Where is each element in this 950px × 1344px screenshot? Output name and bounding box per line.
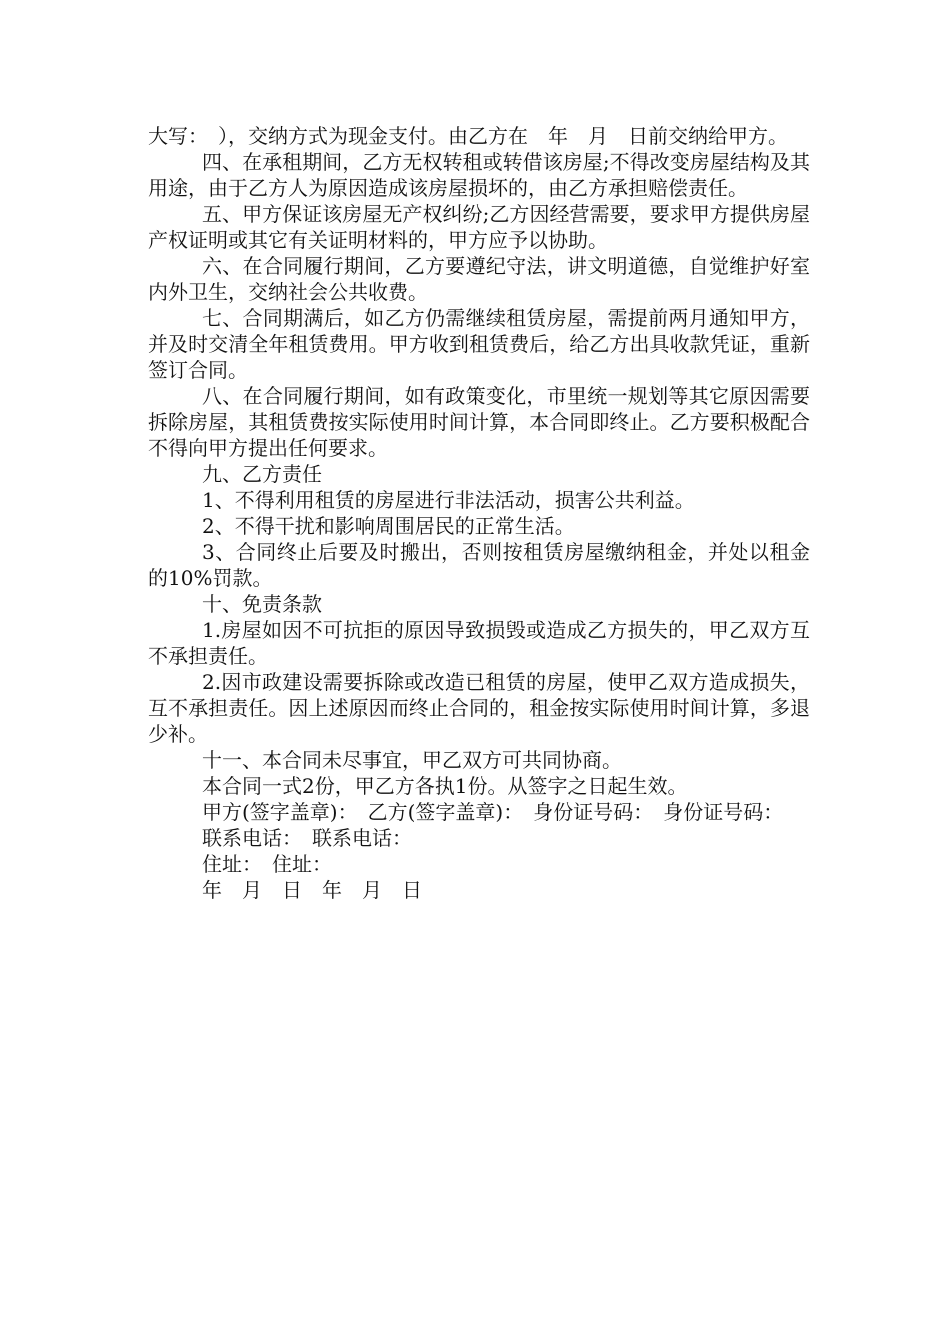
paragraph-clause-9-item-1: 1、不得利用租赁的房屋进行非法活动，损害公共利益。 [202, 488, 695, 512]
paragraph-clause-5: 五、甲方保证该房屋无产权纠纷;乙方因经营需要，要求甲方提供房屋产权证明或其它有关证明材料的，甲方应予以协助。 [148, 202, 810, 252]
paragraph-copies: 本合同一式2份，甲乙方各执1份。从签字之日起生效。 [202, 774, 688, 798]
date-line: 年 月 日 年 月 日 [202, 878, 422, 902]
contract-text-body [148, 123, 810, 903]
paragraph-clause-10-item-2: 2.因市政建设需要拆除或改造已租赁的房屋，使甲乙双方造成损失，互不承担责任。因上述原因而终止合同的，租金按实际使用时间计算，多退少补。 [148, 670, 810, 746]
signature-line: 甲方(签字盖章)： 乙方(签字盖章)： 身份证号码： 身份证号码： [202, 800, 784, 824]
phone-line: 联系电话： 联系电话： [202, 826, 412, 850]
paragraph-clause-6: 六、在合同履行期间，乙方要遵纪守法，讲文明道德，自觉维护好室内外卫生，交纳社会公共收费。 [148, 254, 810, 304]
address-line: 住址： 住址： [202, 852, 332, 876]
paragraph-clause-10-item-1: 1.房屋如因不可抗拒的原因导致损毁或造成乙方损失的，甲乙双方互不承担责任。 [148, 618, 810, 668]
paragraph-clause-9-item-2: 2、不得干扰和影响周围居民的正常生活。 [202, 514, 575, 538]
paragraph-clause-8: 八、在合同履行期间，如有政策变化，市里统一规划等其它原因需要拆除房屋，其租赁费按实际使用时间计算，本合同即终止。乙方要积极配合不得向甲方提出任何要求。 [148, 384, 810, 460]
paragraph-clause-7: 七、合同期满后，如乙方仍需继续租赁房屋，需提前两月通知甲方，并及时交清全年租赁费用。甲方收到租赁费后，给乙方出具收款凭证，重新签订合同。 [148, 306, 810, 382]
paragraph-payment-method: 大写： ），交纳方式为现金支付。由乙方在 年 月 日前交纳给甲方。 [148, 124, 788, 148]
heading-clause-10: 十、免责条款 [202, 592, 322, 616]
paragraph-clause-4: 四、在承租期间，乙方无权转租或转借该房屋;不得改变房屋结构及其用途，由于乙方人为原因造成该房屋损坏的，由乙方承担赔偿责任。 [148, 150, 810, 200]
paragraph-clause-11: 十一、本合同未尽事宜，甲乙双方可共同协商。 [202, 748, 622, 772]
paragraph-clause-9-item-3: 3、合同终止后要及时搬出，否则按租赁房屋缴纳租金，并处以租金的10%罚款。 [148, 540, 810, 590]
heading-clause-9: 九、乙方责任 [202, 462, 322, 486]
